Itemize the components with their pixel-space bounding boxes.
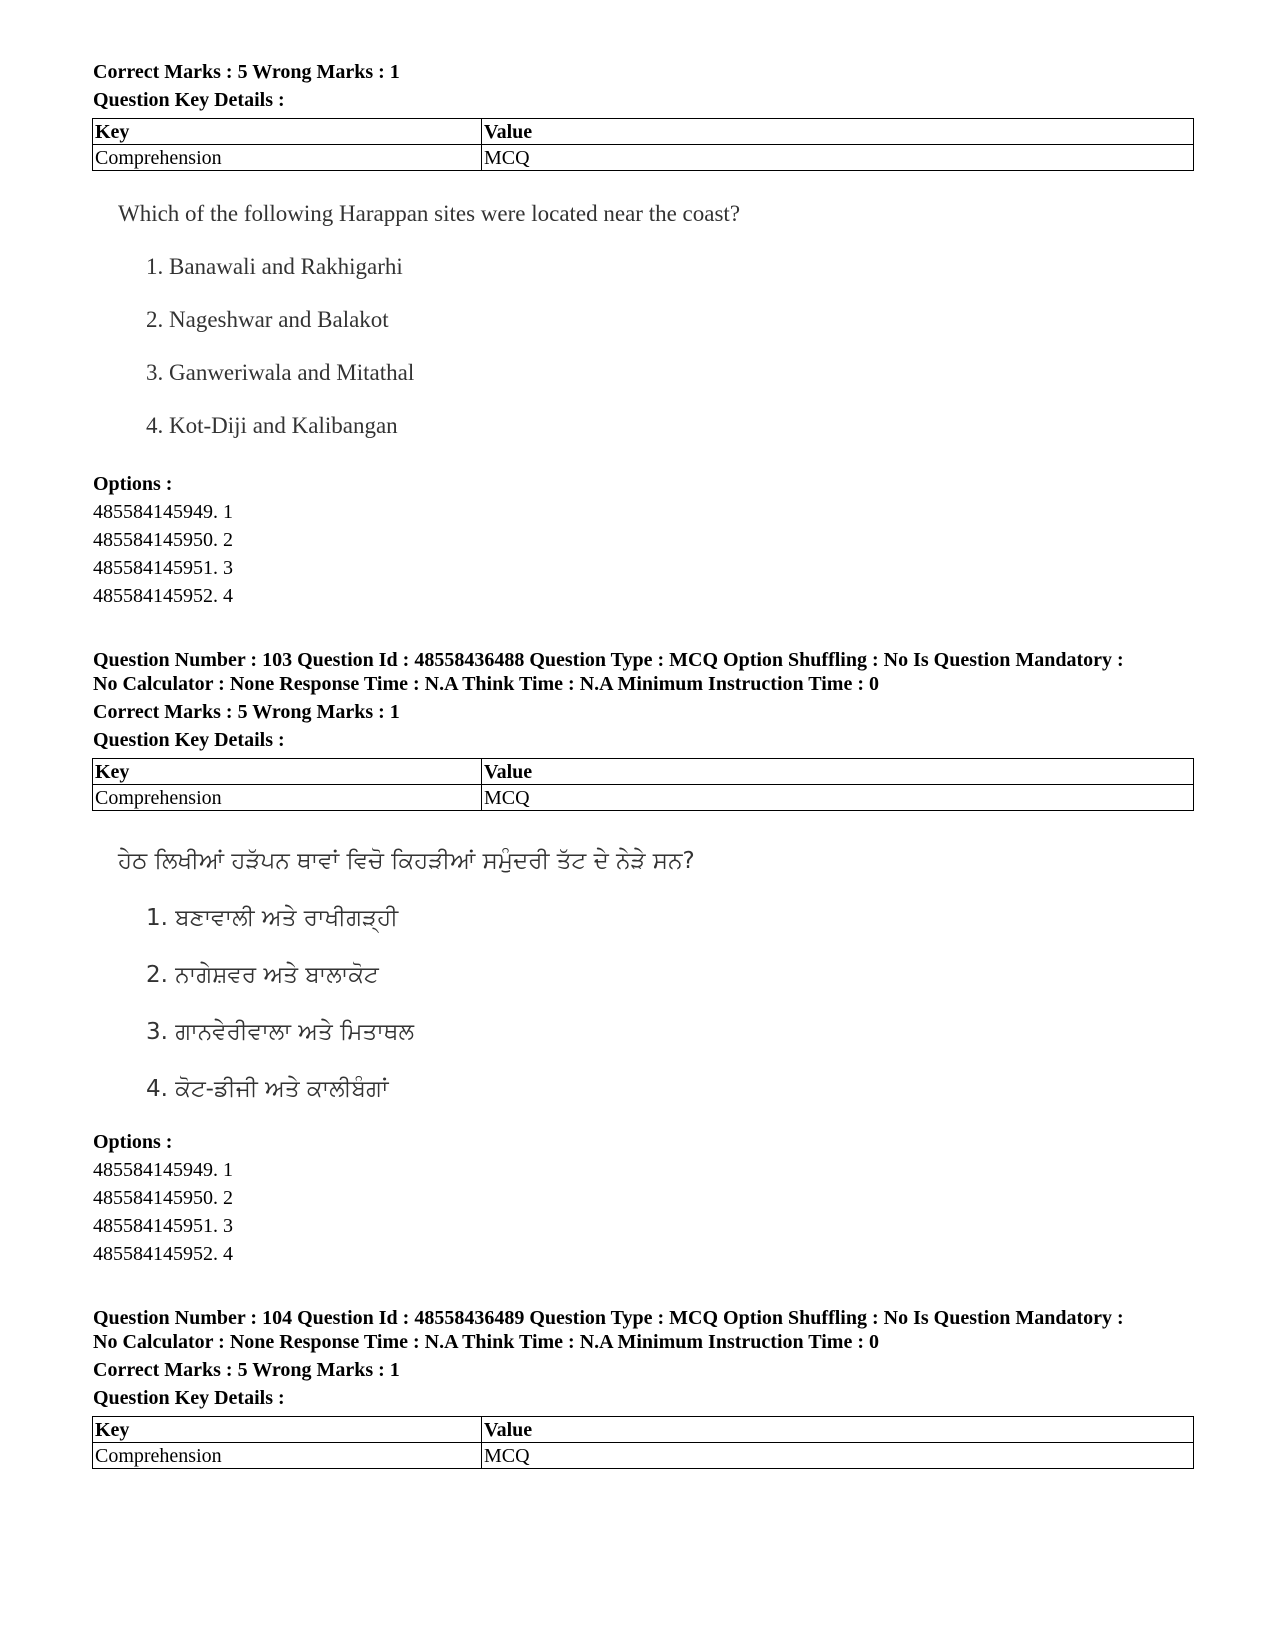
marks-line: Correct Marks : 5 Wrong Marks : 1	[93, 701, 400, 723]
question-header-line2: No Calculator : None Response Time : N.A Think Time : N.A Minimum Instruction Time : 0	[93, 673, 879, 695]
table-cell-key: Comprehension	[93, 1443, 482, 1469]
question-option: 3. Ganweriwala and Mitathal	[146, 360, 415, 385]
question-option: 2. Nageshwar and Balakot	[146, 307, 389, 332]
key-details-label: Question Key Details :	[93, 729, 285, 751]
question-option: 4. Kot-Diji and Kalibangan	[146, 413, 398, 438]
option-item: 485584145951. 3	[93, 557, 233, 579]
table-header-key: Key	[93, 759, 482, 785]
marks-line: Correct Marks : 5 Wrong Marks : 1	[93, 1359, 400, 1381]
question-header-line2: No Calculator : None Response Time : N.A Think Time : N.A Minimum Instruction Time : 0	[93, 1331, 879, 1353]
table-cell-value: MCQ	[482, 785, 1194, 811]
table-header-key: Key	[93, 119, 482, 145]
question-stem: ਹੇਠ ਲਿਖੀਆਂ ਹੜੱਪਨ ਥਾਵਾਂ ਵਿਚੋ ਕਿਹੜੀਆਂ ਸਮੁੰਦਰੀ ਤੱਟ ਦੇ ਨੇੜੇ ਸਨ?	[118, 848, 695, 874]
table-header-row	[93, 119, 1194, 145]
question-header-line1: Question Number : 104 Question Id : 48558436489 Question Type : MCQ Option Shuffling : No Is Question Mandatory :	[93, 1307, 1124, 1329]
table-header-key: Key	[93, 1417, 482, 1443]
options-label: Options :	[93, 1131, 173, 1153]
option-item: 485584145952. 4	[93, 585, 233, 607]
option-item: 485584145950. 2	[93, 1187, 233, 1209]
option-item: 485584145952. 4	[93, 1243, 233, 1265]
key-value-table	[92, 118, 1194, 171]
key-details-label: Question Key Details :	[93, 89, 285, 111]
table-header-row	[93, 1417, 1194, 1443]
table-header-value: Value	[482, 1417, 1194, 1443]
question-option: 4. ਕੋਟ-ਡੀਜੀ ਅਤੇ ਕਾਲੀਬੰਗਾਂ	[146, 1076, 389, 1102]
table-cell-value: MCQ	[482, 145, 1194, 171]
table-header-value: Value	[482, 759, 1194, 785]
question-option: 3. ਗਾਨਵੇਰੀਵਾਲਾ ਅਤੇ ਮਿਤਾਥਲ	[146, 1019, 414, 1045]
option-item: 485584145950. 2	[93, 529, 233, 551]
key-details-label: Question Key Details :	[93, 1387, 285, 1409]
option-item: 485584145949. 1	[93, 1159, 233, 1181]
table-row	[93, 145, 1194, 171]
question-header-line1: Question Number : 103 Question Id : 48558436488 Question Type : MCQ Option Shuffling : No Is Question Mandatory :	[93, 649, 1124, 671]
table-row	[93, 1443, 1194, 1469]
table-row	[93, 785, 1194, 811]
key-value-table	[92, 758, 1194, 811]
key-value-table	[92, 1416, 1194, 1469]
table-cell-key: Comprehension	[93, 145, 482, 171]
question-stem: Which of the following Harappan sites were located near the coast?	[118, 201, 741, 226]
table-header-value: Value	[482, 119, 1194, 145]
question-option: 2. ਨਾਗੇਸ਼ਵਰ ਅਤੇ ਬਾਲਾਕੋਟ	[146, 962, 379, 988]
table-cell-key: Comprehension	[93, 785, 482, 811]
option-item: 485584145951. 3	[93, 1215, 233, 1237]
table-cell-value: MCQ	[482, 1443, 1194, 1469]
option-item: 485584145949. 1	[93, 501, 233, 523]
table-header-row	[93, 759, 1194, 785]
question-option: 1. Banawali and Rakhigarhi	[146, 254, 403, 279]
marks-line: Correct Marks : 5 Wrong Marks : 1	[93, 61, 400, 83]
question-option: 1. ਬਣਾਵਾਲੀ ਅਤੇ ਰਾਖੀਗੜ੍ਹੀ	[146, 905, 399, 931]
options-label: Options :	[93, 473, 173, 495]
